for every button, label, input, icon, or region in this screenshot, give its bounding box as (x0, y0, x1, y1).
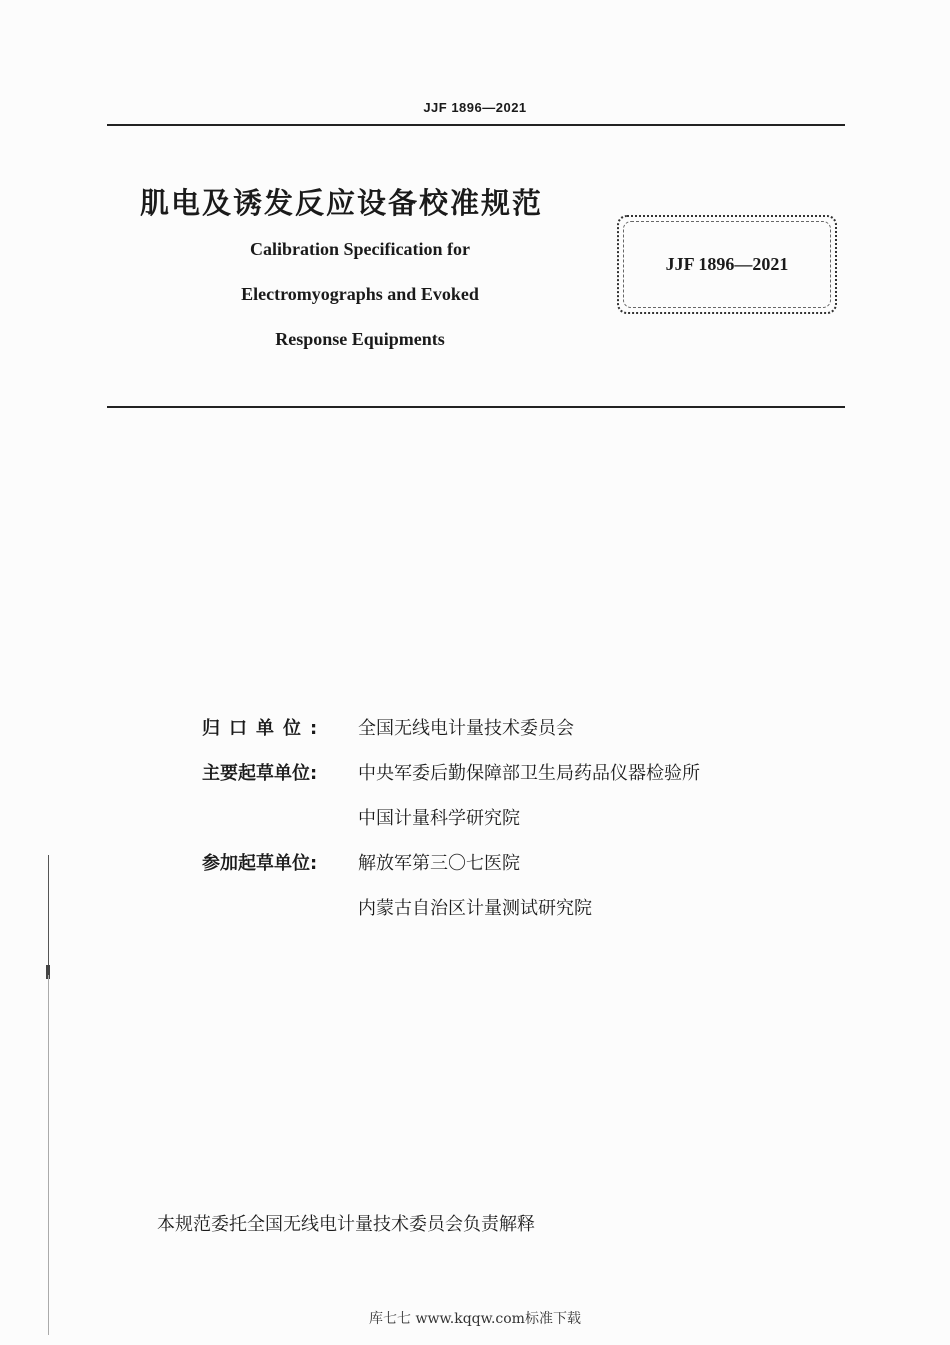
participating-drafting-value-1: 解放军第三〇七医院 (358, 853, 520, 874)
participating-drafting-value-2: 内蒙古自治区计量测试研究院 (358, 898, 592, 919)
main-drafting-label: 主要起草单位: (202, 763, 318, 784)
participating-drafting-row (202, 849, 520, 875)
standard-code-box (617, 215, 837, 314)
responsible-unit-value: 全国无线电计量技术委员会 (358, 718, 574, 739)
interpretation-note: 本规范委托全国无线电计量技术委员会负责解释 (157, 1214, 535, 1235)
main-drafting-row (202, 759, 700, 785)
main-drafting-row-2 (202, 804, 520, 830)
footer-watermark: 库七七 www.kqqw.com标准下载 (369, 1311, 581, 1327)
header-standard-code: JJF 1896—2021 (423, 100, 527, 115)
participating-drafting-label: 参加起草单位: (202, 853, 318, 874)
title-english-line3: Response Equipments (275, 329, 445, 349)
title-english-line2: Electromyographs and Evoked (241, 284, 479, 304)
scan-artifact-line (48, 855, 49, 975)
scan-artifact-line-lower (48, 975, 49, 1335)
responsible-unit-row (202, 714, 574, 740)
participating-drafting-row-2 (202, 894, 592, 920)
title-english-line1: Calibration Specification for (250, 239, 470, 259)
title-rule (107, 406, 845, 408)
standard-code: JJF 1896—2021 (665, 254, 789, 274)
main-drafting-value-2: 中国计量科学研究院 (358, 808, 520, 829)
header-rule (107, 124, 845, 126)
responsible-unit-label: 归口单位: (202, 718, 327, 739)
title-chinese: 肌电及诱发反应设备校准规范 (140, 186, 544, 220)
main-drafting-value-1: 中央军委后勤保障部卫生局药品仪器检验所 (358, 763, 700, 784)
